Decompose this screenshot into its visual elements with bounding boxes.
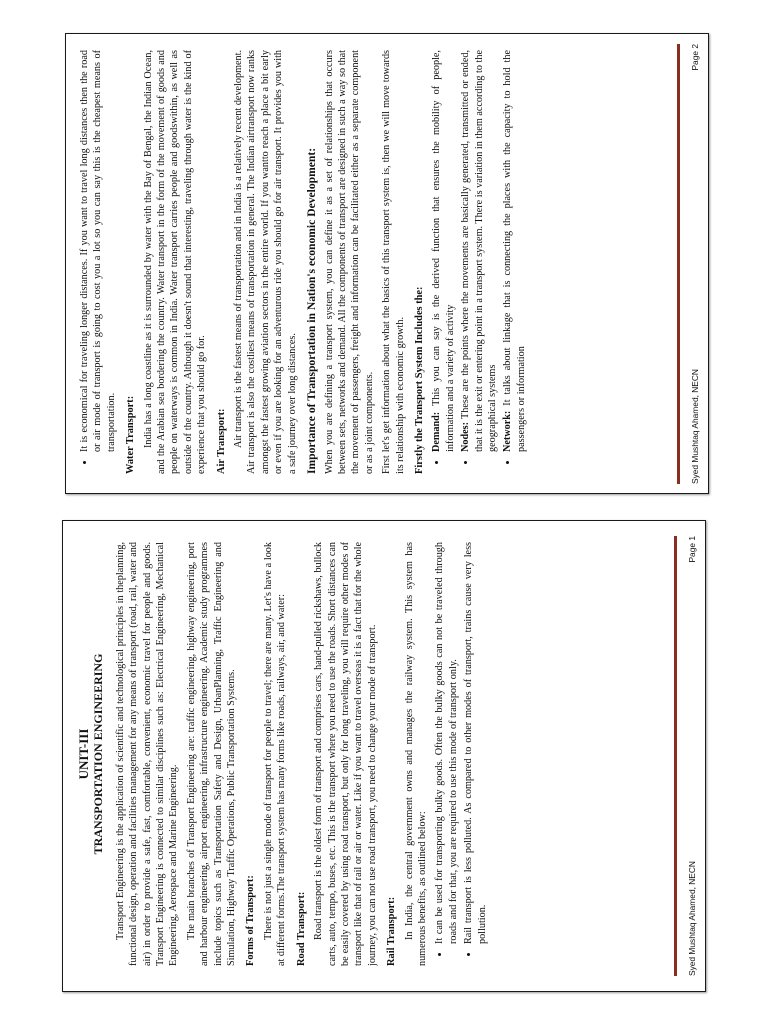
term: Network:	[502, 410, 514, 452]
footer-page-number: Page 1	[687, 536, 697, 563]
document-page-1	[62, 520, 706, 992]
importance-paragraph: When you are defining a transport system, you can define it as a set of relationships that occurs between sets, networks and demand. All the components of transport are designed in such a way so that the movement of passengers, freight and information can be facilitated either as a separate component or as a joint components.	[323, 49, 375, 474]
page-2-rotated-content	[68, 36, 706, 492]
footer-author: Syed Mushtaq Ahamed, NECN	[687, 861, 697, 976]
page-title: TRANSPORTATION ENGINEERING	[91, 653, 106, 855]
basics-paragraph: First let's get information about what the basics of this transport system is, then we will move towards its relationship with economic growth.	[381, 49, 406, 474]
page-1-rotated-content	[65, 528, 703, 984]
list-item: • Rail transport is less polluted. As compared to other modes of transport, trains cause very less pollution.	[462, 542, 489, 944]
importance-heading: Importance of Transportation in Nation's economic Development:	[305, 147, 319, 474]
page-2-footer	[677, 44, 700, 484]
road-heading: Road Transport:	[295, 891, 307, 966]
page-2-body	[68, 50, 668, 474]
definition: This you can say is the derived function that ensures the mobility of people, information and a variety of activity	[431, 49, 456, 452]
air-heading: Air Transport:	[215, 407, 227, 474]
forms-heading: Forms of Transport:	[245, 875, 257, 966]
forms-paragraph: There is not just a single mode of transport for people to travel; there are many. Let's have a look at different forms.The transport system has many forms like roads, railways, air, and water:	[262, 542, 288, 966]
water-paragraph: India has a long coastline as it is surrounded by water with the Bay of Bengal, the Indian Ocean, and the Arabian sea bordering the country. Water transport in the form of the movement of goods and people on waterways is common in India. Water transport carries people and goodswithin, as well as outside of the country. Although it doesn't sound that interesting, traveling through water is the kind of experience that you should go for.	[142, 49, 208, 474]
rail-benefits-list	[433, 542, 489, 966]
system-includes-heading: Firstly the Transport System Includes the:	[413, 285, 425, 474]
term: Nodes:	[460, 421, 472, 452]
footer-page-number: Page 2	[690, 43, 700, 71]
branches-paragraph: The main branches of Transport Engineering are: traffic engineering, highway engineering, port and harbour engineering, airport engineering, infrastructure engineering. Academic study programmes include topics such as Transportation Safety and Design, UrbanPlanning, Traffic Engineering and Simulation, Highway Traffic Operations, Public Transportation Systems.	[185, 542, 238, 966]
water-heading: Water Transport:	[125, 395, 137, 474]
document-page-2	[65, 33, 709, 494]
definition: It talks about linkage that is connecting the places with the capacity to hold the passengers or information	[502, 49, 527, 452]
list-item: • It is economical for traveling longer distances. If you want to travel long distances then the road or air mode of transport is going to cost you a lot so you can say this is the cheapest means of transportation.	[78, 50, 118, 452]
list-item	[501, 50, 528, 452]
page-1-footer	[674, 536, 697, 976]
continued-list	[78, 50, 118, 474]
list-item	[430, 50, 457, 452]
list-item: • It can be used for transporting bulky goods. Often the bulky goods can not be traveled through roads and for that, you are required to use this mode of transport only.	[433, 542, 460, 944]
air-paragraph: Air transport is the fastest means of transportation and in India is a relatively recent development. Air transport is also the costliest means of transportation in general. The Indian airtransport now ranks amongst the fastest growing aviation sectors in the entire world. If you wantto reach a place a bit early or even if you are looking for an adventurous ride you should go for air transport. It provides you with a safe journey over long distances.	[233, 49, 298, 474]
road-paragraph: Road transport is the oldest form of transport and comprises cars, hand-pulled rickshaws, bullock carts, auto, tempo, buses, etc. This is the transport where you need to use the roads. Short distances can be easily covered by using road transport, but only for long traveling, you will require other modes of transport like that of rail or air or water. Like if you want to travel overseas it is a fact that for the whole journey, you can not use road transport, you need to change your mode of transport.	[313, 542, 378, 966]
intro-paragraph: Transport Engineering is the application of scientific and technological principles in theplanning, functional design, operation and facilities management for any means of transport (road, rail, water and air) in order to provide a safe, fast, comfortable, convenient, economic travel for people and goods. Transport Engineering is connected to similar disciplines such as: Electrical Engineering, Mechanical Engineering, Aerospace and Marine Engineering.	[114, 542, 180, 966]
unit-heading: UNIT-III	[76, 728, 91, 780]
definition: These are the points where the movements are basically generated, transmitted or ended, that it is the exit or entering point in a transport system. There is variation in them according to the geographical systems	[460, 49, 498, 452]
rail-heading: Rail Transport:	[386, 896, 398, 966]
footer-author: Syed Mushtaq Ahamed, NECN	[690, 368, 700, 484]
system-components-list	[430, 50, 528, 474]
list-item	[459, 50, 499, 452]
page-1-body	[65, 542, 665, 966]
rail-paragraph: In India, the central government owns and manages the railway system. This system has numerous benefits, as outlined below:	[403, 542, 428, 966]
term: Demand:	[431, 411, 443, 452]
